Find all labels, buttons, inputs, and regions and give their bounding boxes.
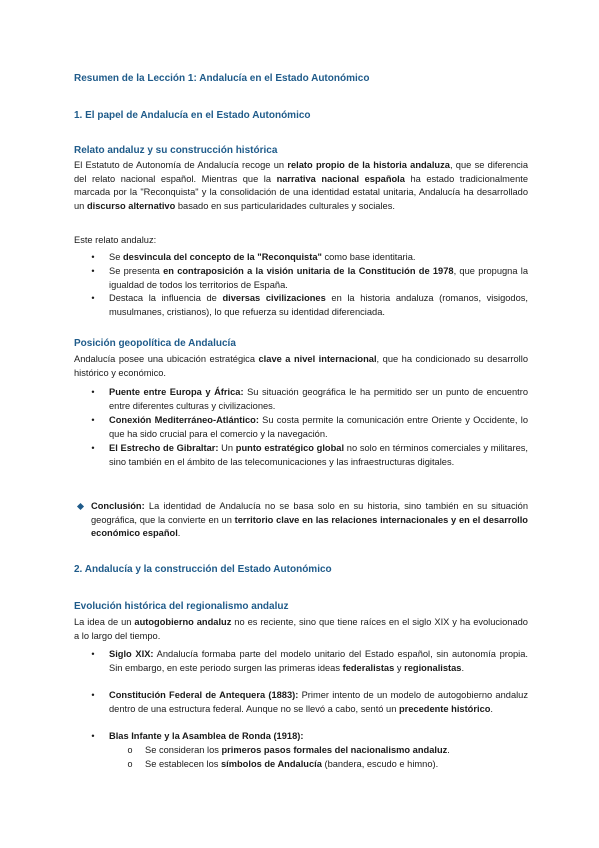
bullet-marker: • [91, 252, 95, 262]
bold-text: símbolos de Andalucía [220, 759, 322, 769]
text-run: basado en sus particularidades culturales y sociales. [175, 200, 395, 211]
relato-bullet-1 [109, 251, 528, 265]
section-2-heading: 2. Andalucía y la construcción del Estado Autonómico [74, 564, 332, 575]
bullet-marker: • [91, 415, 95, 425]
sub-bullet-marker: o [127, 759, 133, 769]
text-run: Primer intento de un modelo de autogobierno andaluz dentro de una estructura federal. Aunque no se llevó a cabo, sentó un [109, 690, 528, 714]
bold-text: El Estrecho de Gibraltar: [109, 443, 219, 453]
text-run: (bandera, escudo e himno). [321, 759, 439, 769]
bold-text: primeros pasos formales del nacionalismo andaluz [221, 745, 448, 755]
text-run: , que se diferencia del relato nacional español. Mientras que la [74, 160, 528, 184]
bold-text: Constitución Federal de Antequera (1883): [109, 690, 299, 700]
section-1-heading: 1. El papel de Andalucía en el Estado Autonómico [74, 110, 311, 121]
text-run: Se [109, 252, 123, 262]
relato-bullet-3 [109, 292, 528, 319]
bold-text: discurso alternativo [86, 200, 176, 211]
text-run: no solo en términos comerciales y militares, sino también en el ámbito de las telecomunicaciones y las infraestructuras digitales. [109, 443, 528, 467]
text-run: . [447, 745, 450, 755]
evol-bullet-2 [109, 689, 528, 716]
conclusion-paragraph [91, 500, 528, 541]
sub-bullet-marker: o [127, 745, 133, 755]
evol-bullet-3 [109, 730, 528, 744]
bold-text: precedente histórico [398, 703, 491, 714]
evol-heading: Evolución histórica del regionalismo andaluz [74, 601, 289, 612]
geo-heading: Posición geopolítica de Andalucía [74, 338, 236, 349]
bullet-marker: • [91, 649, 95, 659]
relato-paragraph [74, 159, 528, 213]
bold-text: clave a nivel internacional [258, 354, 377, 364]
geo-bullet-3 [109, 442, 528, 469]
bold-text: Puente entre Europa y África: [109, 387, 244, 397]
text-run: Su costa permite la comunicación entre Oriente y Occidente, lo que ha sido crucial para el comercio y la navegación. [109, 415, 528, 439]
relato-bullet-2 [109, 265, 528, 292]
evol-sub-bullet-2 [145, 758, 528, 772]
geo-bullet-2 [109, 414, 528, 441]
text-run: Destaca la influencia de [109, 293, 223, 303]
geo-paragraph [74, 353, 528, 380]
text-run: en la historia andaluza (romanos, visigodos, musulmanes, cristianos), lo que refuerza su identidad diferenciada. [109, 293, 529, 317]
text-run: como base identitaria. [321, 252, 416, 262]
text-run: . [461, 662, 465, 673]
bold-text: en contraposición a la visión unitaria de la Constitución de 1978 [163, 266, 454, 276]
relato-intro: Este relato andaluz: [74, 235, 157, 245]
bold-text: federalistas [342, 662, 395, 673]
bullet-marker: • [91, 731, 95, 741]
text-run: Su situación geográfica le ha permitido ser un punto de encuentro entre diferentes culturas y civilizaciones. [109, 387, 528, 411]
bullet-marker: • [91, 690, 95, 700]
text-run: ha estado tradicionalmente marcada por la "Reconquista" y la consolidación de una identidad estatal unitaria, Andalucía ha desarrollado un [74, 173, 529, 211]
bullet-marker: • [91, 443, 95, 453]
text-run: La idea de un [74, 617, 135, 627]
evol-paragraph [74, 616, 528, 643]
geo-bullet-1 [109, 386, 528, 413]
text-run: y [394, 662, 405, 673]
text-run: . [177, 528, 181, 539]
text-run: , que propugna la igualdad de todos los territorios de España. [109, 266, 529, 290]
text-run: no es reciente, sino que tiene raíces en el siglo XIX y ha evolucionado a lo largo del tiempo. [74, 617, 528, 641]
bold-text: relato propio de la historia andaluza [287, 160, 450, 170]
bold-text: desvincula del concepto de la "Reconquista" [122, 252, 322, 262]
bold-text: regionalistas [404, 662, 462, 673]
text-run: Andalucía formaba parte del modelo unitario del Estado español, sin autonomía propia. Sin embargo, en este periodo surgen las primeras ideas [109, 649, 529, 673]
text-run: La identidad de Andalucía no se basa solo en su historia, sino también en su situación geográfica, que la convierte en un [91, 501, 528, 525]
document-title: Resumen de la Lección 1: Andalucía en el Estado Autonómico [74, 73, 370, 84]
text-run: . [490, 703, 494, 714]
diamond-icon [77, 503, 84, 510]
bold-text: territorio clave en las relaciones internacionales y en el desarrollo económico español [91, 514, 528, 539]
bold-text: Conexión Mediterráneo-Atlántico: [109, 415, 259, 425]
text-run: Se establecen los [145, 759, 221, 769]
evol-sub-bullet-1 [145, 744, 528, 758]
evol-bullet-1 [109, 648, 528, 675]
bullet-marker: • [91, 266, 95, 276]
relato-heading: Relato andaluz y su construcción histórica [74, 145, 278, 156]
text-run: , que ha condicionado su desarrollo histórico y económico. [74, 354, 528, 378]
text-run: Se consideran los [145, 745, 222, 755]
text-run: Andalucía posee una ubicación estratégica [74, 354, 259, 364]
bold-text: Blas Infante y la Asamblea de Ronda (1918): [109, 731, 304, 741]
text-run: Un [218, 443, 236, 453]
bold-text: autogobierno andaluz [134, 617, 232, 627]
text-run: El Estatuto de Autonomía de Andalucía recoge un [74, 160, 288, 170]
text-run: Se presenta [109, 266, 164, 276]
bold-text: Siglo XIX: [109, 649, 154, 659]
bullet-marker: • [91, 387, 95, 397]
bullet-marker: • [91, 293, 95, 303]
bold-text: narrativa nacional española [276, 173, 405, 184]
bold-text: punto estratégico global [235, 443, 345, 453]
bold-text: Conclusión: [91, 501, 145, 511]
bold-text: diversas civilizaciones [222, 293, 326, 303]
